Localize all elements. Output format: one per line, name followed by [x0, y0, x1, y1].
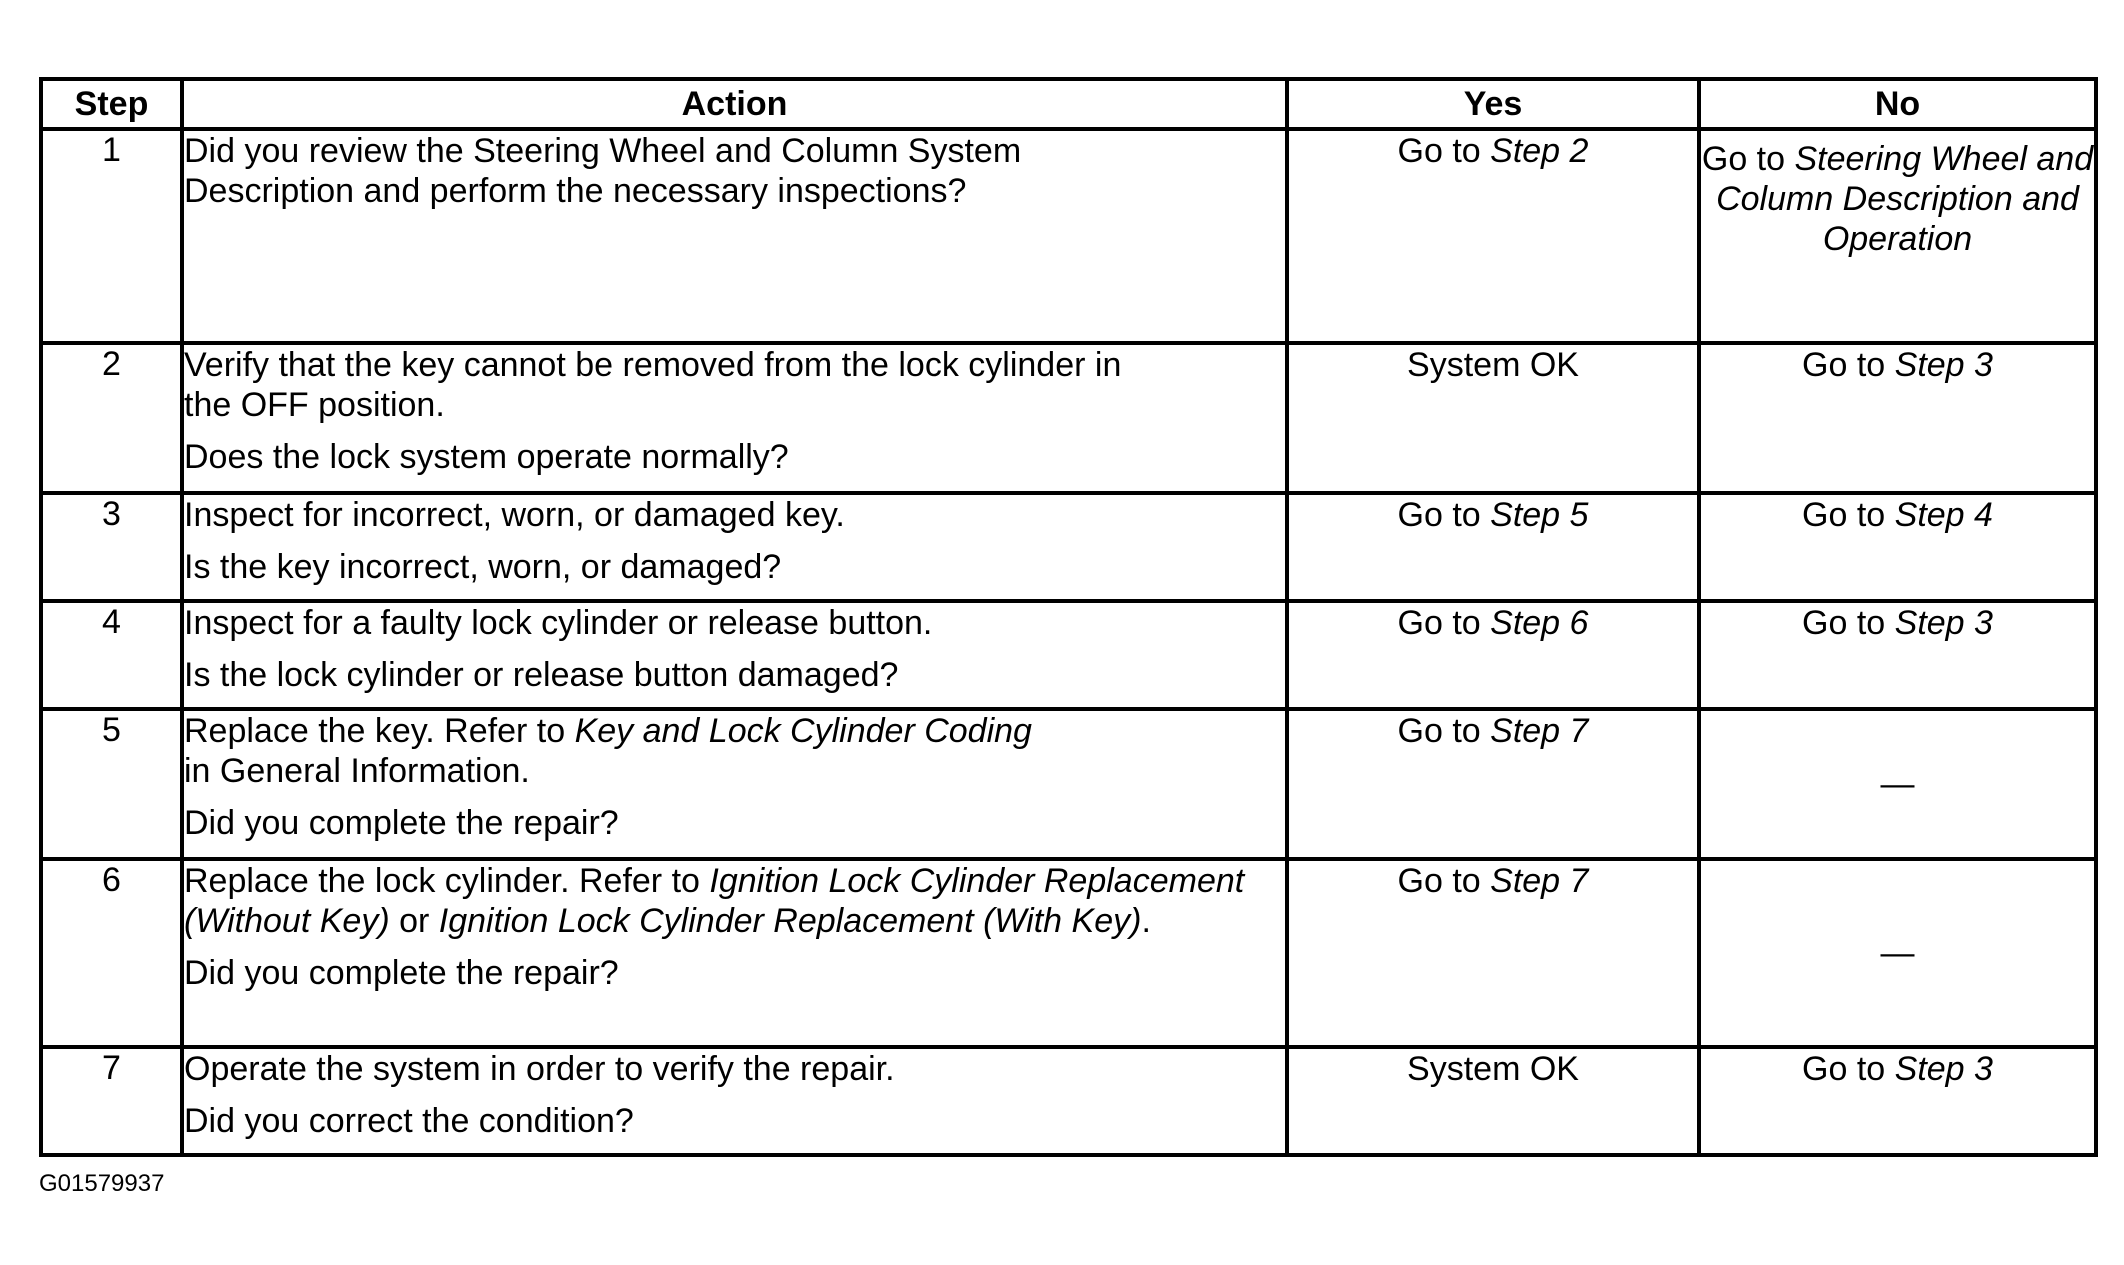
no-cell: [1699, 601, 2096, 709]
step-number: 1: [41, 129, 182, 343]
step-number: 7: [41, 1047, 182, 1155]
action-prefix: Replace the lock cylinder. Refer to: [184, 862, 710, 900]
table-row: [41, 129, 2096, 343]
yes-cell: System OK: [1287, 343, 1699, 493]
no-doc-ref: Steering Wheel and Column Description and Operation: [1716, 140, 2094, 258]
step-number: 2: [41, 343, 182, 493]
yes-step-ref: Step 5: [1490, 496, 1589, 534]
yes-cell: [1287, 601, 1699, 709]
diagnostic-table-container: [39, 77, 2094, 1157]
action-text: [184, 711, 1285, 791]
no-cell: [1699, 709, 2096, 859]
no-prefix: Go to: [1802, 496, 1895, 534]
table-row: [41, 343, 2096, 493]
table-row: [41, 709, 2096, 859]
diagnostic-table: [39, 77, 2098, 1157]
header-action: Action: [182, 79, 1287, 129]
action-cell: [182, 709, 1287, 859]
yes-prefix: Go to: [1397, 496, 1491, 534]
no-cell: [1699, 859, 2096, 1047]
yes-prefix: Go to: [1397, 604, 1491, 642]
action-suffix: in General Information.: [184, 752, 530, 790]
action-text: [184, 861, 1285, 941]
no-cell: [1699, 343, 2096, 493]
no-prefix: Go to: [1802, 346, 1895, 384]
action-cell: [182, 343, 1287, 493]
step-number: 5: [41, 709, 182, 859]
no-prefix: Go to: [1701, 140, 1795, 178]
table-row: [41, 859, 2096, 1047]
step-number: 4: [41, 601, 182, 709]
table-row: [41, 601, 2096, 709]
step-number: 6: [41, 859, 182, 1047]
yes-step-ref: Step 7: [1490, 862, 1589, 900]
action-mid: or: [389, 902, 439, 940]
action-question: Does the lock system operate normally?: [184, 438, 789, 476]
yes-step-ref: Step 6: [1490, 604, 1589, 642]
yes-cell: [1287, 709, 1699, 859]
action-text: Inspect for incorrect, worn, or damaged key.: [184, 496, 845, 534]
action-text: Did you review the Steering Wheel and Column System Description and perform the necessary inspections?: [184, 132, 1022, 210]
step-number: 3: [41, 493, 182, 601]
no-prefix: Go to: [1802, 604, 1895, 642]
yes-cell: [1287, 129, 1699, 343]
action-question: Is the key incorrect, worn, or damaged?: [184, 548, 782, 586]
action-cell: [182, 493, 1287, 601]
action-question: Is the lock cylinder or release button damaged?: [184, 656, 899, 694]
no-prefix: Go to: [1802, 1050, 1895, 1088]
yes-prefix: Go to: [1397, 712, 1491, 750]
action-doc-ref-2: Ignition Lock Cylinder Replacement (With Key): [438, 902, 1142, 940]
no-cell: [1699, 493, 2096, 601]
action-text: Inspect for a faulty lock cylinder or release button.: [184, 604, 933, 642]
no-step-ref: Step 3: [1894, 1050, 1993, 1088]
action-question: Did you complete the repair?: [184, 804, 619, 842]
action-prefix: Replace the key. Refer to: [184, 712, 575, 750]
header-step: Step: [41, 79, 182, 129]
action-text: Verify that the key cannot be removed from the lock cylinder in the OFF position.: [184, 346, 1122, 424]
action-doc-ref-1: Ignition Lock Cylinder Replacement (Without Key): [184, 862, 1245, 940]
yes-cell: System OK: [1287, 1047, 1699, 1155]
table-row: [41, 1047, 2096, 1155]
no-step-ref: Step 3: [1894, 346, 1993, 384]
no-step-ref: Step 3: [1894, 604, 1993, 642]
yes-step-ref: Step 2: [1490, 132, 1589, 170]
action-question: Did you complete the repair?: [184, 954, 619, 992]
table-row: [41, 493, 2096, 601]
no-dash: —: [1880, 765, 1915, 803]
figure-id: G01579937: [39, 1170, 165, 1197]
action-cell: [182, 601, 1287, 709]
yes-prefix: Go to: [1397, 862, 1491, 900]
header-no: No: [1699, 79, 2096, 129]
no-cell: [1699, 129, 2096, 343]
action-cell: [182, 859, 1287, 1047]
action-cell: [182, 129, 1287, 343]
yes-cell: [1287, 859, 1699, 1047]
yes-cell: [1287, 493, 1699, 601]
action-suffix: .: [1141, 902, 1151, 940]
no-step-ref: Step 4: [1894, 496, 1993, 534]
action-question: Did you correct the condition?: [184, 1102, 634, 1140]
yes-prefix: Go to: [1397, 132, 1491, 170]
no-dash: —: [1880, 934, 1915, 972]
header-yes: Yes: [1287, 79, 1699, 129]
yes-step-ref: Step 7: [1490, 712, 1589, 750]
no-cell: [1699, 1047, 2096, 1155]
table-header-row: [41, 79, 2096, 129]
action-text: Operate the system in order to verify the repair.: [184, 1050, 895, 1088]
action-cell: [182, 1047, 1287, 1155]
action-doc-ref: Key and Lock Cylinder Coding: [574, 712, 1032, 750]
